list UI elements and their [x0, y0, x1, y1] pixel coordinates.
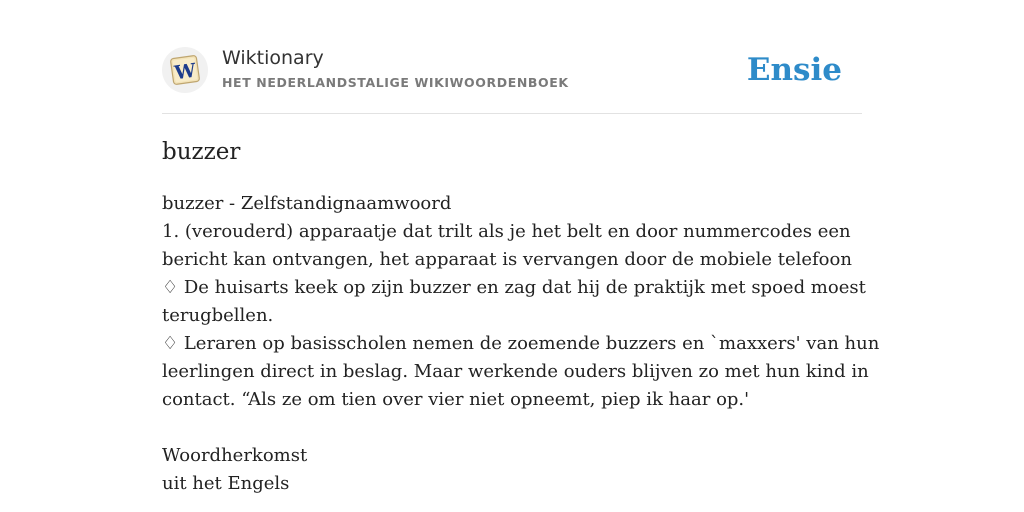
entry-line-definition: 1. (verouderd) apparaatje dat trilt als je het belt en door nummercodes een: [162, 221, 851, 242]
page-title: buzzer: [162, 139, 241, 165]
header-divider: [162, 113, 862, 114]
entry-line-example: ♢ De huisarts keek op zijn buzzer en zag dat hij de praktijk met spoed moest: [162, 277, 866, 298]
site-header: [162, 44, 862, 96]
entry-line-example: contact. “Als ze om tien over vier niet opneemt, piep ik haar op.': [162, 389, 750, 410]
site-title[interactable]: Wiktionary: [222, 47, 324, 69]
entry-line-definition: bericht kan ontvangen, het apparaat is vervangen door de mobiele telefoon: [162, 249, 852, 270]
entry-line-word-type: buzzer - Zelfstandignaamwoord: [162, 193, 452, 214]
etymology-text: uit het Engels: [162, 473, 290, 494]
wiktionary-logo[interactable]: [162, 47, 208, 93]
wiktionary-tile-icon: [162, 47, 208, 93]
page: [162, 0, 880, 512]
ensie-brand-link[interactable]: Ensie: [746, 52, 842, 88]
entry-body: [162, 190, 880, 498]
entry-line-example: leerlingen direct in beslag. Maar werkende ouders blijven zo met hun kind in: [162, 361, 869, 382]
logo-letter: W: [173, 59, 198, 85]
site-subtitle: HET NEDERLANDSTALIGE WIKIWOORDENBOEK: [222, 75, 569, 90]
spacer: [162, 414, 862, 442]
entry-line-example: ♢ Leraren op basisscholen nemen de zoemende buzzers en `maxxers' van hun: [162, 333, 880, 354]
entry-line-example: terugbellen.: [162, 305, 274, 326]
etymology-heading: Woordherkomst: [162, 445, 308, 466]
